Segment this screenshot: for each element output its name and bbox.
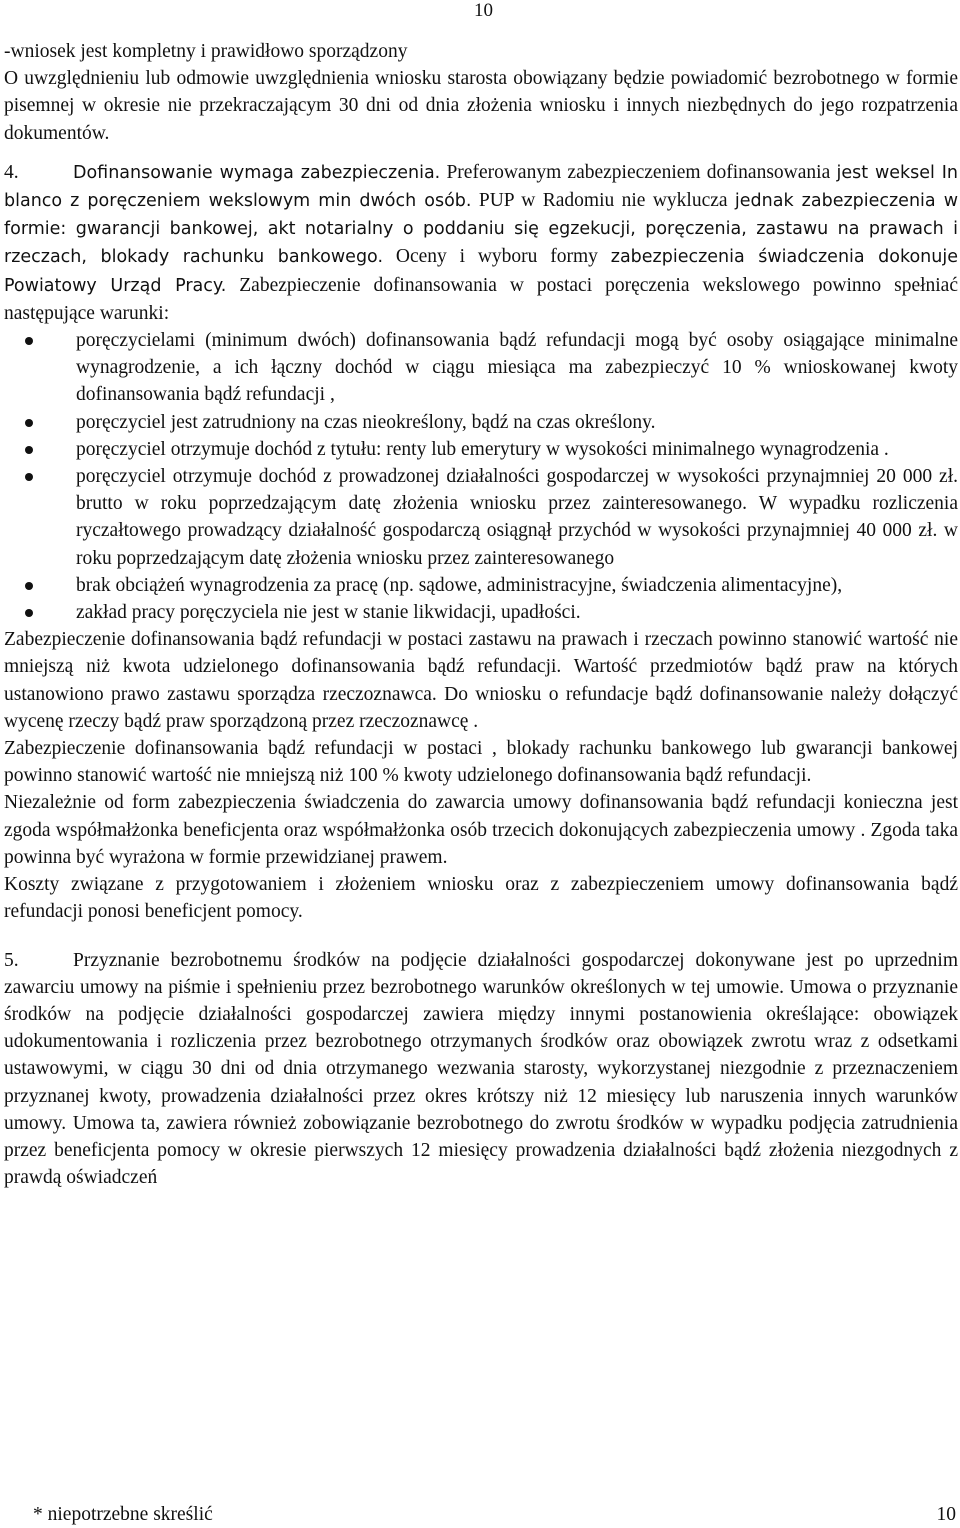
guarantor-conditions-list bbox=[4, 327, 958, 626]
bank-block-paragraph: Zabezpieczenie dofinansowania bądź refundacji w postaci , blokady rachunku bankowego lub gwarancji bankowej powinno stanowić wartość nie mniejszą niż 100 % kwoty udzielonego dofinansowania bądź refundacji. bbox=[4, 738, 958, 787]
list-item bbox=[76, 572, 958, 599]
costs-paragraph: Koszty związane z przygotowaniem i złożeniem wniosku oraz z zabezpieczeniem umowy dofinansowania bądź refundacji ponosi beneficjent pomocy. bbox=[4, 874, 958, 923]
page-number-bottom: 10 bbox=[936, 1504, 956, 1525]
list-item-text: poręczyciel otrzymuje dochód z prowadzonej działalności gospodarczej w wysokości przynajmniej 20 000 zł. brutto w roku poprzedzającym datę złożenia wniosku przez zainteresowanego. W wypadku rozliczenia ryczałtowego prowadzący działalność gospodarczą osiągnął przychód w wysokości przynajmniej 40 000 zł. w roku poprzedzającym datę złożenia wniosku przez zainteresowanego bbox=[76, 466, 958, 569]
list-item bbox=[76, 436, 958, 463]
document-body bbox=[4, 38, 958, 1191]
section-4-text-g: Zabezpieczenie dofinansowania w postaci poręczenia wekslowego powinno spełniać następujące warunki: bbox=[4, 274, 958, 324]
intro-paragraph: O uwzględnieniu lub odmowie uwzględnienia wniosku starosta obowiązany będzie powiadomić bezrobotnego w formie pisemnej w okresie nie przekraczającym 30 dni od dnia złożenia wniosku i innych niezbędnych do jego rozpatrzenia dokumentów. bbox=[4, 68, 958, 144]
section-4-text-d: jednak zabezpieczenia w formie: gwarancji bankowej, akt notarialny o poddaniu się egzekucji, poręczenia, zastawu na prawach i rzeczach, blokady rachunku bankowego. bbox=[4, 191, 959, 268]
section-4-text-c: PUP w Radomiu nie wyklucza bbox=[478, 190, 728, 212]
section-4-heading-row bbox=[4, 159, 958, 327]
list-item bbox=[76, 327, 958, 409]
page-number-top: 10 bbox=[474, 0, 493, 21]
list-item bbox=[76, 599, 958, 626]
list-item-text: poręczyciel otrzymuje dochód z tytułu: renty lub emerytury w wysokości minimalnego wynagrodzenia . bbox=[76, 438, 889, 460]
bullet-icon bbox=[25, 609, 33, 617]
section-4-text-e: Oceny i wyboru formy bbox=[395, 246, 598, 268]
bullet-icon bbox=[25, 337, 33, 345]
bullet-icon bbox=[25, 446, 33, 454]
intro-line: -wniosek jest kompletny i prawidłowo sporządzony bbox=[4, 41, 408, 62]
section-5-paragraph bbox=[4, 947, 958, 1192]
section-4-number: 4. bbox=[4, 161, 19, 183]
bullet-icon bbox=[25, 419, 33, 427]
section-4-text-a: Preferowanym zabezpieczeniem dofinansowania bbox=[446, 161, 831, 183]
list-item bbox=[76, 409, 958, 436]
list-item-text: poręczycielami (minimum dwóch) dofinansowania bądź refundacji mogą być osoby osiągające minimalne wynagrodzenie, a ich łączny dochód w ciągu miesiąca ma zabezpieczyć 10 % wnioskowanej kwoty dofinansowania bądź refundacji , bbox=[76, 330, 958, 406]
section-5-text: Przyznanie bezrobotnemu środków na podjęcie działalności gospodarczej dokonywane jest po uprzednim zawarciu umowy na piśmie i spełnieniu przez bezrobotnego warunków określonych w tej umowie. Umowa o przyznanie środków na podjęcie działalności gospodarczej zawiera między innymi postanowienia określające: obowiązek udokumentowania i rozliczenia przez bezrobotnego otrzymanych środków oraz obowiązek zwrotu wraz z odsetkami ustawowymi, w ciągu 30 dni od dnia otrzymanego wezwania starosty, wykorzystanej niezgodnie z przeznaczeniem przyznanej kwoty, prowadzenia działalności przez okres krótszy niż 12 miesięcy lub naruszenia innych warunków umowy. Umowa ta, zawiera również zobowiązanie bezrobotnego do zwrotu środków w wypadku podjęcia zatrudnienia przez beneficjenta pomocy w okresie pierwszych 12 miesięcy prowadzenia działalności bądź złożenia niezgodnych z prawdą oświadczeń bbox=[4, 949, 958, 1189]
section-5-number: 5. bbox=[4, 949, 19, 971]
section-4-text-f: zabezpieczenia świadczenia dokonuje Powiatowy Urząd Pracy. bbox=[4, 247, 958, 296]
list-item-text: zakład pracy poręczyciela nie jest w stanie likwidacji, upadłości. bbox=[76, 602, 581, 624]
spouse-consent-paragraph: Niezależnie od form zabezpieczenia świadczenia do zawarcia umowy dofinansowania bądź refundacji konieczna jest zgoda współmałżonka beneficjenta oraz współmałżonka osób trzecich dokonujących zabezpieczenia umowy . Zgoda taka powinna być wyrażona w formie przewidzianej prawem. bbox=[4, 792, 958, 868]
list-item bbox=[76, 463, 958, 572]
list-item-text: poręczyciel jest zatrudniony na czas nieokreślony, bądź na czas określony. bbox=[76, 411, 656, 433]
page-footer bbox=[0, 1502, 960, 1528]
pledge-paragraph: Zabezpieczenie dofinansowania bądź refundacji w postaci zastawu na prawach i rzeczach powinno stanowić wartość nie mniejszą niż kwota udzielonego dofinansowania bądź refundacji. Wartość przedmiotów bądź praw na których ustanowiono prawo zastawu sporządza rzeczoznawca. Do wniosku o refundacje bądź dofinansowanie należy dołączyć wycenę rzeczy bądź praw sporządzoną przez rzeczoznawcę . bbox=[4, 629, 958, 732]
section-4-heading: Dofinansowanie wymaga zabezpieczenia. bbox=[73, 162, 441, 183]
bullet-icon bbox=[25, 473, 33, 481]
list-item-text: brak obciążeń wynagrodzenia za pracę (np. sądowe, administracyjne, świadczenia alimentacyjne), bbox=[76, 574, 843, 596]
section-4-text-b: jest weksel In blanco z poręczeniem wekslowym min dwóch osób. bbox=[4, 162, 959, 212]
footnote: * niepotrzebne skreślić bbox=[33, 1504, 213, 1525]
bullet-icon bbox=[25, 582, 33, 590]
